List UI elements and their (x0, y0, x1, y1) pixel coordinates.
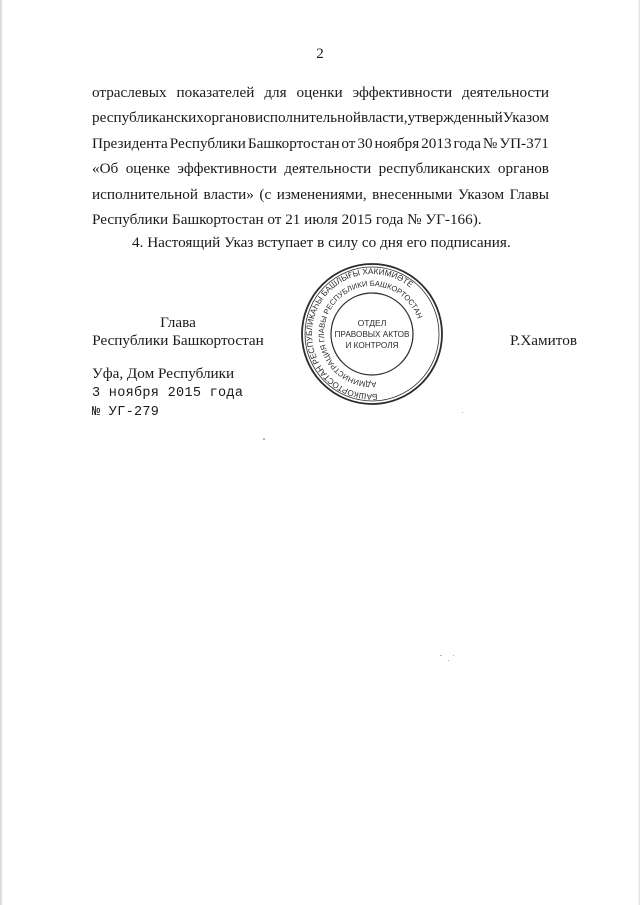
word: исполнительной (92, 185, 198, 203)
word: республиканских (378, 160, 491, 178)
signer-name: Р.Хамитов (510, 332, 577, 349)
word: исполнительной (254, 109, 361, 127)
word: отраслевых (92, 84, 167, 101)
scan-speck (453, 655, 454, 656)
word: Главы (509, 185, 549, 203)
decree-date: 3 ноября 2015 года (92, 386, 244, 401)
page-edge-left (0, 0, 3, 905)
word: утвержденный (407, 109, 503, 127)
stamp-center-line-3: И КОНТРОЛЯ (345, 341, 399, 350)
word: оценки (296, 84, 343, 101)
word: Республики (169, 134, 246, 152)
word: эффективности (177, 160, 277, 178)
word: эффективности (352, 84, 453, 101)
word: Президента (92, 134, 168, 152)
word: для (264, 84, 287, 101)
word: органов (203, 109, 255, 127)
scan-speck (440, 655, 442, 656)
decree-body-text (92, 80, 549, 232)
word: Республики Башкортостан от 21 июля 2015 года № УГ-166). (92, 210, 482, 228)
official-seal-stamp (300, 262, 444, 406)
stamp-inner-text: АДМИНИСТРАЦИЯ ГЛАВЫ РЕСПУБЛИКИ БАШКОРТОСТАН (316, 278, 425, 390)
scan-speck (448, 660, 449, 661)
scan-speck (462, 412, 463, 413)
word: «Об (92, 160, 119, 178)
word: власти» (203, 185, 254, 203)
word: № (482, 134, 498, 152)
body-line-5 (92, 182, 549, 207)
body-line-4 (92, 156, 549, 181)
body-line-3 (92, 131, 549, 156)
word: деятельности (284, 160, 372, 178)
place-date-block (92, 364, 243, 422)
word: ноября (374, 134, 420, 152)
signatory-title-line-2: Республики Башкортостан (92, 332, 264, 349)
signatory-title (92, 314, 264, 350)
signatory-title-line-1: Глава (160, 314, 196, 331)
decree-place: Уфа, Дом Республики (92, 365, 235, 382)
word: власти, (360, 109, 408, 127)
word: деятельности (462, 84, 549, 101)
word: от (341, 134, 356, 152)
stamp-center-line-2: ПРАВОВЫХ АКТОВ (334, 330, 410, 339)
paragraph-4: 4. Настоящий Указ вступает в силу со дня его подписания. (132, 234, 511, 251)
decree-number: № УГ-279 (92, 405, 160, 420)
word: органов (497, 160, 549, 178)
stamp-outer-text: БАШКОРТОСТАН РЕСПУБЛИКАҺЫ БАШЛЫҒЫ ХАКИМИӘТЕ (304, 266, 415, 402)
body-line-6 (92, 207, 549, 232)
word: 30 (357, 134, 373, 152)
scan-speck (263, 438, 265, 440)
word: изменениями, (276, 185, 367, 203)
page-number: 2 (316, 46, 324, 62)
word: показателей (176, 84, 255, 101)
word: 2013 (421, 134, 452, 152)
word: оценке (125, 160, 171, 178)
word: Указом (457, 185, 505, 203)
word: года (453, 134, 481, 152)
stamp-center-line-1: ОТДЕЛ (357, 318, 387, 328)
word: (с (259, 185, 272, 203)
word: республиканских (92, 109, 204, 127)
word: внесенными (372, 185, 453, 203)
body-line-1 (92, 80, 549, 105)
word: УП-371 (499, 134, 549, 152)
body-line-2 (92, 105, 549, 130)
word: Указом (502, 109, 549, 127)
word: Башкортостан (247, 134, 340, 152)
